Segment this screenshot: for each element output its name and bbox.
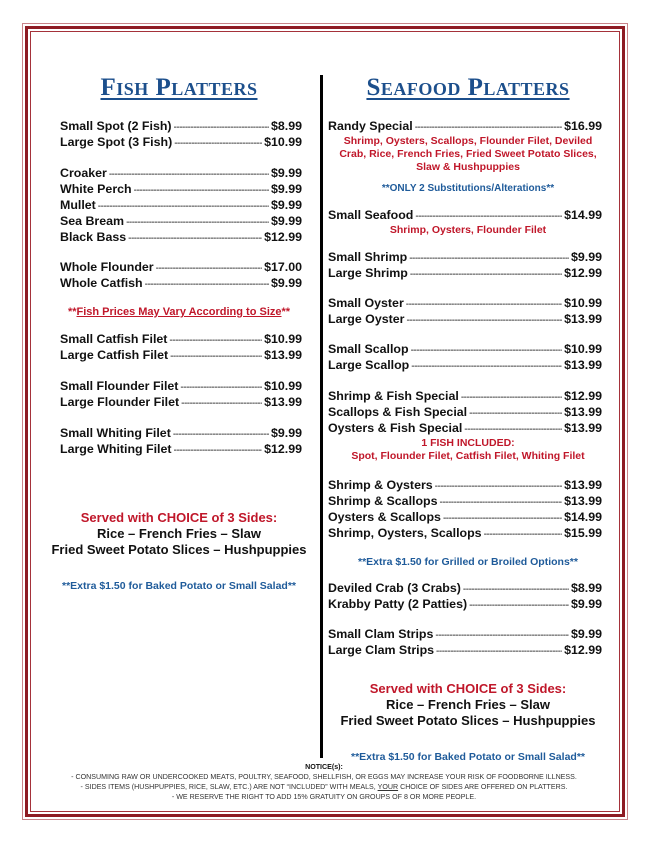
menu-item — [328, 405, 608, 421]
item-price: $9.99 — [270, 198, 302, 212]
item-price: $14.99 — [564, 208, 602, 222]
menu-item — [44, 135, 314, 151]
item-price: $9.99 — [270, 182, 302, 196]
item-name: White Perch — [60, 182, 132, 196]
item-name: Small Shrimp — [328, 250, 408, 264]
item-price: $10.99 — [264, 135, 302, 149]
sides-line: Rice – French Fries – Slaw — [385, 697, 551, 712]
menu-item — [44, 348, 314, 364]
item-name: Whole Flounder — [60, 260, 154, 274]
item-name: Mullet — [60, 198, 96, 212]
notice-title: NOTICE(s): — [305, 763, 343, 771]
item-name: Large Catfish Filet — [60, 348, 169, 362]
item-name: Randy Special — [328, 119, 413, 133]
item-price: $13.99 — [264, 395, 302, 409]
item-price: $9.99 — [570, 597, 602, 611]
menu-item — [328, 312, 608, 328]
menu-item — [328, 342, 608, 358]
item-price: $12.99 — [564, 266, 602, 280]
item-price: $17.00 — [264, 260, 302, 274]
fish-included-list: Spot, Flounder Filet, Catfish Filet, Whiting Filet — [351, 450, 585, 462]
seafood-group-scallop — [328, 342, 608, 374]
notice-line: - SIDES ITEMS (HUSHPUPPIES, RICE, SLAW, ETC.) ARE NOT “INCLUDED” WITH MEALS, YOUR CHOICE OF SIDES ARE OFFERED ON PLATTERS. — [80, 783, 568, 791]
item-name: Krabby Patty (2 Patties) — [328, 597, 468, 611]
fish-price-note: **Fish Prices May Vary According to Size** — [67, 306, 291, 318]
fish-platters-heading: Fish Platters — [100, 74, 258, 101]
fish-sides-block — [44, 510, 314, 558]
item-name: Shrimp & Oysters — [328, 478, 433, 492]
item-price: $10.99 — [264, 332, 302, 346]
menu-item — [328, 421, 608, 437]
item-price: $9.99 — [570, 250, 602, 264]
item-price: $15.99 — [564, 526, 602, 540]
item-price: $14.99 — [564, 510, 602, 524]
sides-line: Rice – French Fries – Slaw — [96, 526, 262, 541]
seafood-group-crab — [328, 581, 608, 613]
item-name: Large Flounder Filet — [60, 395, 180, 409]
item-price: $13.99 — [264, 348, 302, 362]
item-price: $13.99 — [564, 358, 602, 372]
item-price: $9.99 — [270, 214, 302, 228]
menu-item — [44, 442, 314, 458]
sides-line: Fried Sweet Potato Slices – Hushpuppies — [340, 713, 596, 728]
seafood-group-clam — [328, 627, 608, 659]
item-price: $9.99 — [270, 276, 302, 290]
item-name: Small Whiting Filet — [60, 426, 171, 440]
item-price: $12.99 — [564, 389, 602, 403]
sides-line: Fried Sweet Potato Slices – Hushpuppies — [51, 542, 307, 557]
item-price: $8.99 — [270, 119, 302, 133]
menu-item — [328, 296, 608, 312]
fish-group-whole-fish — [44, 260, 314, 292]
menu-item — [328, 119, 608, 135]
item-name: Sea Bream — [60, 214, 125, 228]
menu-item — [328, 643, 608, 659]
menu-item — [328, 389, 608, 405]
item-price: $12.99 — [264, 230, 302, 244]
seafood-sides-block — [328, 681, 608, 729]
grilled-note: **Extra $1.50 for Grilled or Broiled Options** — [358, 556, 578, 568]
fish-group-catfish-filet — [44, 332, 314, 364]
item-name: Croaker — [60, 166, 107, 180]
item-price: $10.99 — [564, 296, 602, 310]
menu-item — [328, 250, 608, 266]
fish-group-whiting-filet — [44, 426, 314, 458]
seafood-platters-heading: Seafood Platters — [366, 74, 570, 101]
item-name: Whole Catfish — [60, 276, 143, 290]
menu-item — [44, 119, 314, 135]
menu-item — [328, 526, 608, 542]
item-name: Large Clam Strips — [328, 643, 435, 657]
notice-footer — [36, 762, 612, 802]
menu-item — [44, 395, 314, 411]
menu-item — [44, 214, 314, 230]
item-name: Shrimp & Fish Special — [328, 389, 459, 403]
item-price: $12.99 — [564, 643, 602, 657]
item-price: $13.99 — [564, 312, 602, 326]
item-name: Scallops & Fish Special — [328, 405, 468, 419]
item-price: $9.99 — [270, 426, 302, 440]
item-name: Deviled Crab (3 Crabs) — [328, 581, 461, 595]
seafood-platters-column — [328, 70, 608, 763]
item-name: Small Flounder Filet — [60, 379, 179, 393]
menu-item — [44, 230, 314, 246]
item-name: Large Scallop — [328, 358, 410, 372]
menu-item — [328, 597, 608, 613]
substitution-note: **ONLY 2 Substitutions/Alterations** — [381, 183, 555, 194]
fish-group-flounder-filet — [44, 379, 314, 411]
item-name: Oysters & Scallops — [328, 510, 441, 524]
small-seafood-description: Shrimp, Oysters, Flounder Filet — [389, 224, 547, 236]
item-name: Shrimp & Scallops — [328, 494, 438, 508]
item-price: $16.99 — [564, 119, 602, 133]
item-name: Oysters & Fish Special — [328, 421, 463, 435]
item-name: Small Oyster — [328, 296, 404, 310]
item-name: Small Scallop — [328, 342, 409, 356]
menu-item — [328, 478, 608, 494]
seafood-group-fish-specials — [328, 389, 608, 463]
menu-item — [328, 581, 608, 597]
seafood-group-combos — [328, 478, 608, 542]
item-name: Large Shrimp — [328, 266, 408, 280]
item-name: Small Seafood — [328, 208, 414, 222]
menu-item — [44, 379, 314, 395]
fish-included-title: 1 FISH INCLUDED: — [421, 437, 515, 449]
item-price: $13.99 — [564, 405, 602, 419]
sides-title: Served with CHOICE of 3 Sides: — [80, 510, 278, 525]
seafood-extra-note: **Extra $1.50 for Baked Potato or Small Salad** — [350, 751, 585, 763]
item-name: Large Spot (3 Fish) — [60, 135, 173, 149]
item-name: Large Whiting Filet — [60, 442, 172, 456]
item-name: Large Oyster — [328, 312, 405, 326]
menu-item — [328, 208, 608, 224]
notice-line: - CONSUMING RAW OR UNDERCOOKED MEATS, POULTRY, SEAFOOD, SHELLFISH, OR EGGS MAY INCREASE YOUR RISK OF FOODBORNE ILLNESS. — [71, 773, 577, 781]
menu-item — [328, 494, 608, 510]
seafood-group-oyster — [328, 296, 608, 328]
fish-group-whole — [44, 166, 314, 246]
fish-extra-note: **Extra $1.50 for Baked Potato or Small Salad** — [61, 580, 296, 592]
item-price: $9.99 — [270, 166, 302, 180]
item-name: Small Spot (2 Fish) — [60, 119, 172, 133]
menu-item — [328, 510, 608, 526]
notice-line: - WE RESERVE THE RIGHT TO ADD 15% GRATUITY ON GROUPS OF 8 OR MORE PEOPLE. — [171, 793, 477, 801]
menu-item — [328, 627, 608, 643]
item-name: Small Catfish Filet — [60, 332, 168, 346]
item-price: $10.99 — [264, 379, 302, 393]
menu-item — [44, 182, 314, 198]
fish-group-spot — [44, 119, 314, 151]
randy-special-description: Shrimp, Oysters, Scallops, Flounder Filet, Deviled Crab, Rice, French Fries, Fried Sweet Potato Slices, Slaw & Hushpuppies — [339, 135, 597, 173]
item-price: $8.99 — [570, 581, 602, 595]
fish-platters-column — [44, 70, 314, 592]
item-name: Small Clam Strips — [328, 627, 434, 641]
item-price: $13.99 — [564, 478, 602, 492]
seafood-group-shrimp — [328, 250, 608, 282]
item-price: $12.99 — [264, 442, 302, 456]
menu-item — [328, 358, 608, 374]
menu-item — [328, 266, 608, 282]
menu-item — [44, 166, 314, 182]
sides-title: Served with CHOICE of 3 Sides: — [369, 681, 567, 696]
menu-item — [44, 198, 314, 214]
item-name: Black Bass — [60, 230, 127, 244]
item-price: $9.99 — [570, 627, 602, 641]
menu-item — [44, 332, 314, 348]
menu-item — [44, 426, 314, 442]
item-price: $13.99 — [564, 421, 602, 435]
item-name: Shrimp, Oysters, Scallops — [328, 526, 482, 540]
item-price: $10.99 — [564, 342, 602, 356]
column-divider — [320, 75, 323, 758]
item-price: $13.99 — [564, 494, 602, 508]
menu-item — [44, 276, 314, 292]
menu-item — [44, 260, 314, 276]
